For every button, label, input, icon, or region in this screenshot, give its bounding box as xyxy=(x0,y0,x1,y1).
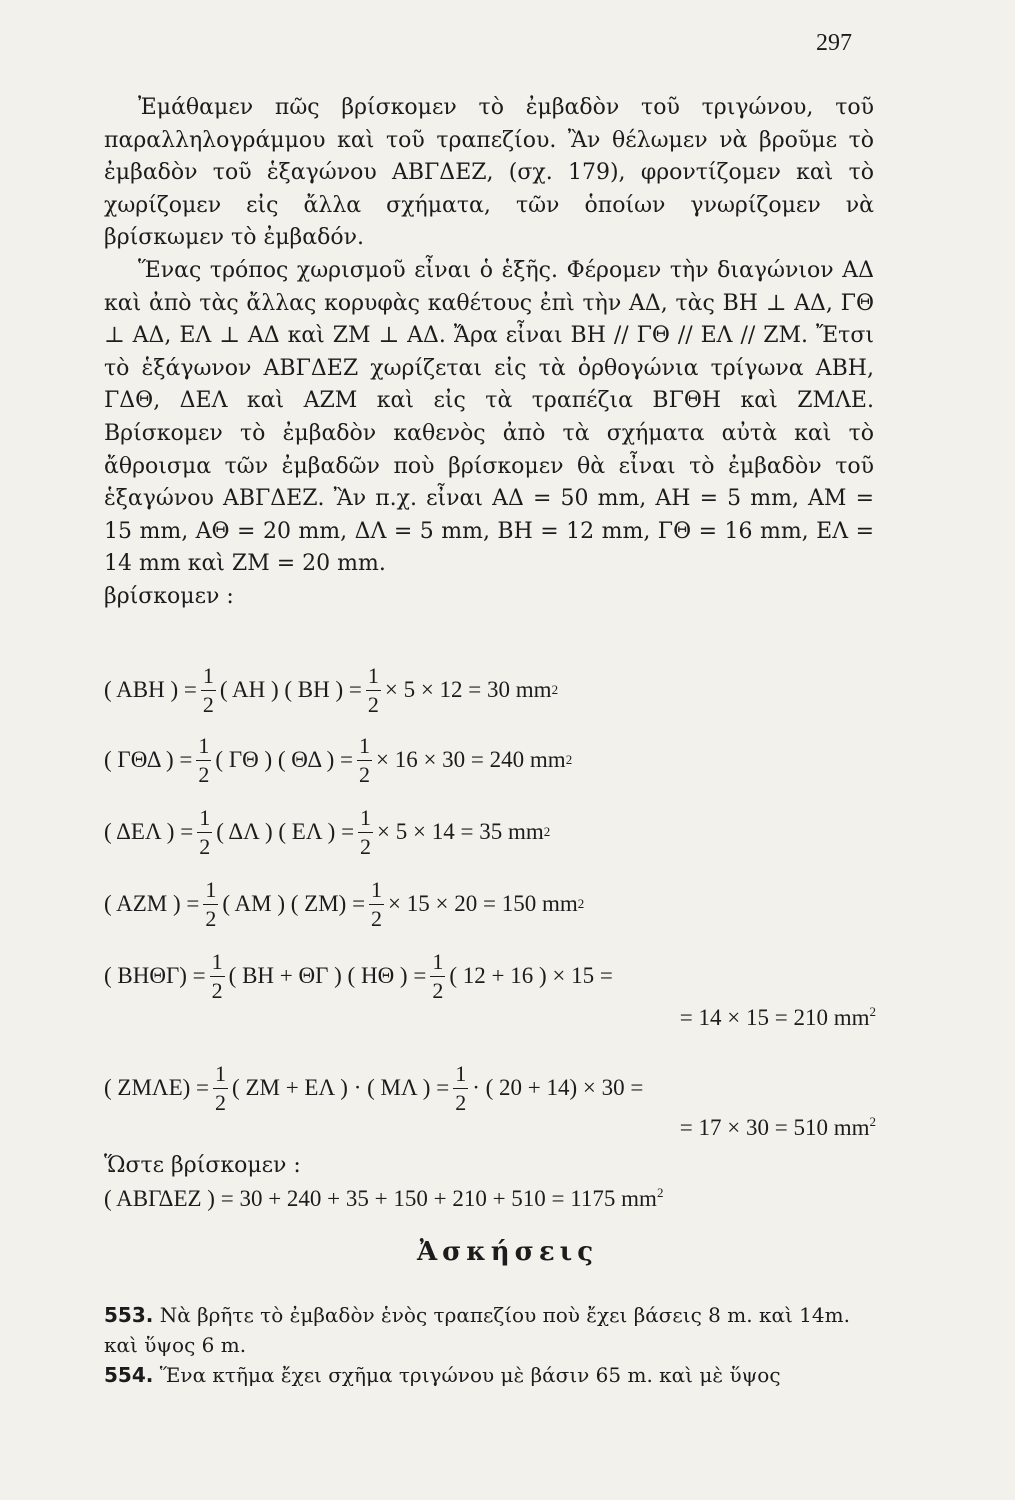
lead-text: βρίσκομεν : xyxy=(104,583,234,609)
exercises-heading: Ἀσκήσεις xyxy=(416,1237,599,1267)
equation-rhs: × 5 × 14 = 35 mm xyxy=(377,819,544,844)
paragraph: Ἐμάθαμεν πῶς βρίσκομεν τὸ ἐμβαδὸν τοῦ τριγώνου, τοῦ παραλληλογράμμου καὶ τοῦ τραπεζίου. Ἂν θέλωμεν νὰ βροῦμε τὸ ἐμβαδὸν τοῦ ἑξαγώνου ΑΒΓΔΕΖ, (σχ. 179), φροντίζομεν καὶ τὸ χωρίζομεν εἰς ἄλλα σχήματα, τῶν ὁποίων γνωρίζομεν νὰ βρίσκωμεν τὸ ἐμβαδόν. xyxy=(104,95,874,251)
exponent: 2 xyxy=(565,752,573,767)
equation-lhs: ( ΑΖΜ ) = xyxy=(104,891,200,916)
fraction xyxy=(197,804,212,859)
page-number: 297 xyxy=(816,30,852,56)
fraction-numerator: 1 xyxy=(453,1063,468,1089)
fraction-numerator: 1 xyxy=(197,807,212,833)
exponent: 2 xyxy=(551,682,559,697)
fraction xyxy=(210,948,225,1003)
equation xyxy=(104,874,884,934)
fraction xyxy=(201,662,216,717)
equation-middle: ( ΖΜ + ΕΛ ) · ( ΜΛ ) = xyxy=(232,1075,450,1100)
exercise-text: Νὰ βρῆτε τὸ ἐμβαδὸν ἑνὸς τραπεζίου ποὺ ἔχει βάσεις 8 m. καὶ 14m. καὶ ὕψος 6 m. xyxy=(104,1303,850,1357)
fraction-numerator: 1 xyxy=(357,735,372,761)
fraction xyxy=(369,876,384,931)
fraction-numerator: 1 xyxy=(201,665,216,691)
equation-rhs: × 16 × 30 = 240 mm xyxy=(375,747,566,772)
equation xyxy=(104,660,884,720)
fraction-denominator: 2 xyxy=(202,691,214,717)
fraction-numerator: 1 xyxy=(430,951,445,977)
exponent: 2 xyxy=(656,1185,664,1200)
equation-middle: ( ΓΘ ) ( ΘΔ ) = xyxy=(215,747,353,772)
equation xyxy=(104,946,884,1006)
total-equation xyxy=(104,1185,663,1212)
total-text: ( ΑΒΓΔΕΖ ) = 30 + 240 + 35 + 150 + 210 + 510 = 1175 mm xyxy=(104,1186,657,1211)
exercise-number: 553. xyxy=(104,1303,154,1327)
continuation-text: = 14 × 15 = 210 mm xyxy=(679,1005,870,1030)
exponent: 2 xyxy=(869,1004,876,1019)
fraction-denominator: 2 xyxy=(211,977,223,1003)
equation-rhs: × 15 × 20 = 150 mm xyxy=(388,891,578,916)
fraction-denominator: 2 xyxy=(205,905,217,931)
continuation-text: = 17 × 30 = 510 mm xyxy=(679,1115,870,1140)
fraction-numerator: 1 xyxy=(366,665,381,691)
fraction xyxy=(453,1060,468,1115)
fraction xyxy=(358,804,373,859)
exponent: 2 xyxy=(577,896,585,911)
fraction xyxy=(213,1060,228,1115)
fraction-denominator: 2 xyxy=(367,691,379,717)
fraction-numerator: 1 xyxy=(203,879,218,905)
fraction xyxy=(430,948,445,1003)
fraction xyxy=(366,662,381,717)
fraction-numerator: 1 xyxy=(358,807,373,833)
exercise-number: 554. xyxy=(104,1363,154,1387)
equation-lhs: ( ΒΗΘΓ) = xyxy=(104,963,206,988)
equation-lhs: ( ΔΕΛ ) = xyxy=(104,819,194,844)
exercise-item xyxy=(104,1300,874,1360)
fraction-denominator: 2 xyxy=(360,833,372,859)
equation xyxy=(104,802,884,862)
equation-lhs: ( ΓΘΔ ) = xyxy=(104,747,193,772)
fraction-numerator: 1 xyxy=(210,951,225,977)
exponent: 2 xyxy=(543,824,551,839)
fraction-numerator: 1 xyxy=(196,735,211,761)
exercise-item xyxy=(104,1360,874,1390)
fraction-numerator: 1 xyxy=(369,879,384,905)
fraction xyxy=(357,732,372,787)
paragraph: Ἕνας τρόπος χωρισμοῦ εἶναι ὁ ἑξῆς. Φέρομεν τὴν διαγώνιον ΑΔ καὶ ἀπὸ τὰς ἄλλας κορυφὰς καθέτους ἐπὶ τὴν ΑΔ, τὰς ΒΗ ⊥ ΑΔ, ΓΘ ⊥ ΑΔ, ΕΛ ⊥ ΑΔ καὶ ΖΜ ⊥ ΑΔ. Ἄρα εἶναι ΒΗ // ΓΘ // ΕΛ // ΖΜ. Ἔτσι τὸ ἑξάγωνον ΑΒΓΔΕΖ χωρίζεται εἰς τὰ ὀρθογώνια τρίγωνα ΑΒΗ, ΓΔΘ, ΔΕΛ καὶ ΑΖΜ καὶ εἰς τὰ τραπέζια ΒΓΘΗ καὶ ΖΜΛΕ. Βρίσκομεν τὸ ἐμβαδὸν καθενὸς ἀπὸ τὰ σχήματα αὐτὰ καὶ τὸ ἄθροισμα τῶν ἐμβαδῶν ποὺ βρίσκομεν θὰ εἶναι τὸ ἐμβαδὸν τοῦ ἑξαγώνου ΑΒΓΔΕΖ. Ἂν π.χ. εἶναι ΑΔ = 50 mm, ΑΗ = 5 mm, ΑΜ = 15 mm, ΑΘ = 20 mm, ΔΛ = 5 mm, ΒΗ = 12 mm, ΓΘ = 16 mm, ΕΛ = 14 mm καὶ ΖΜ = 20 mm. xyxy=(104,257,874,577)
equation-rhs: × 5 × 12 = 30 mm xyxy=(384,677,552,702)
equation-rhs: · ( 20 + 14) × 30 = xyxy=(472,1075,644,1100)
fraction xyxy=(196,732,211,787)
equation-continuation xyxy=(576,1114,876,1141)
exercise-text: Ἕνα κτῆμα ἔχει σχῆμα τριγώνου μὲ βάσιν 65 m. καὶ μὲ ὕψος xyxy=(159,1363,781,1387)
fraction xyxy=(203,876,218,931)
fraction-denominator: 2 xyxy=(371,905,383,931)
equation xyxy=(104,1058,884,1118)
fraction-numerator: 1 xyxy=(213,1063,228,1089)
equation-continuation xyxy=(576,1004,876,1031)
equation-middle: ( ΑΗ ) ( ΒΗ ) = xyxy=(219,677,362,702)
equation-middle: ( ΔΛ ) ( ΕΛ ) = xyxy=(216,819,355,844)
fraction-denominator: 2 xyxy=(358,761,370,787)
fraction-denominator: 2 xyxy=(455,1089,467,1115)
fraction-denominator: 2 xyxy=(199,833,211,859)
fraction-denominator: 2 xyxy=(432,977,444,1003)
body-text xyxy=(104,92,874,614)
equation-middle: ( ΑΜ ) ( ΖΜ) = xyxy=(222,891,366,916)
equation xyxy=(104,730,884,790)
equation-lhs: ( ΖΜΛΕ) = xyxy=(104,1075,210,1100)
fraction-denominator: 2 xyxy=(198,761,210,787)
equation-middle: ( ΒΗ + ΘΓ ) ( ΗΘ ) = xyxy=(228,963,427,988)
equation-lhs: ( ΑΒΗ ) = xyxy=(104,677,197,702)
lead-text: Ὥστε βρίσκομεν : xyxy=(104,1153,301,1178)
equation-rhs: ( 12 + 16 ) × 15 = xyxy=(449,963,613,988)
exponent: 2 xyxy=(869,1114,876,1129)
fraction-denominator: 2 xyxy=(215,1089,227,1115)
